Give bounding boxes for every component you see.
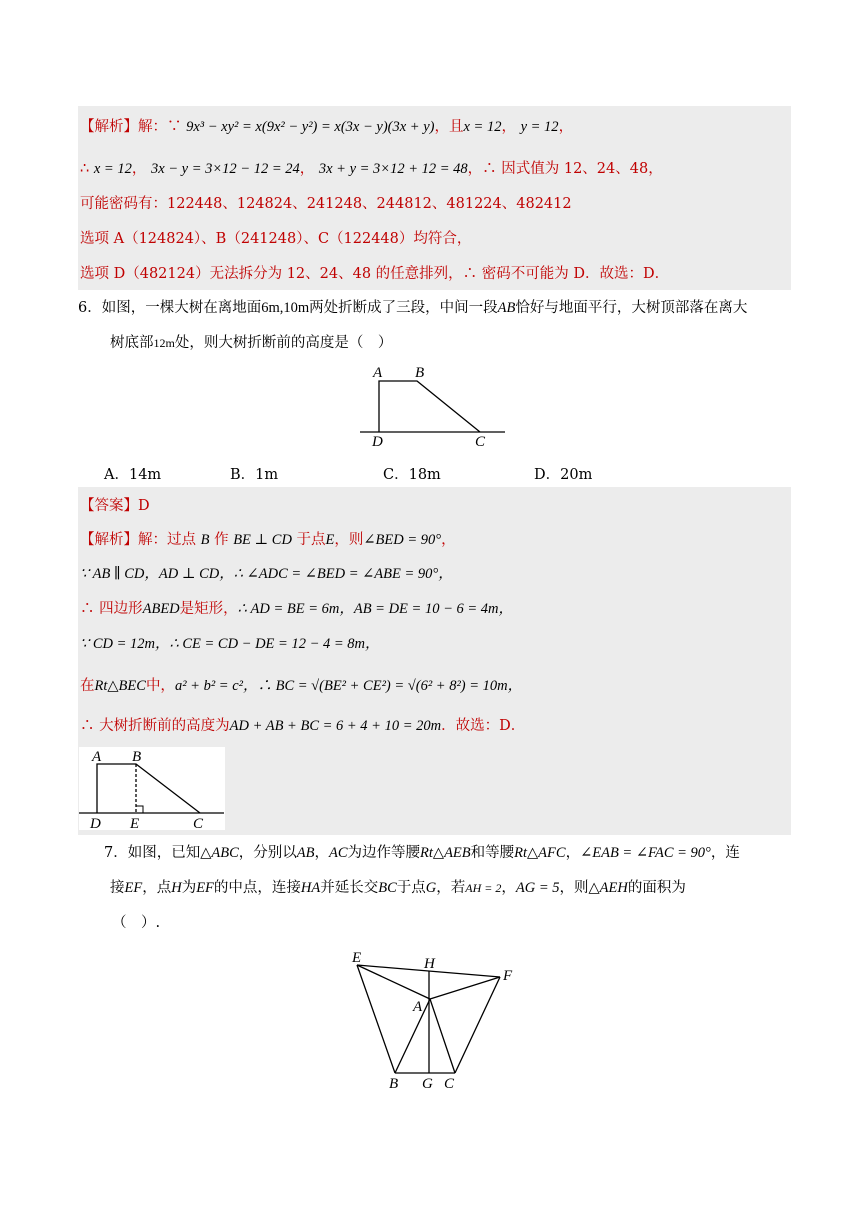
q7-fig-label-g: G bbox=[422, 1076, 433, 1092]
q7-geometry-figure bbox=[345, 945, 525, 1095]
q6-answer: 【答案】D bbox=[80, 498, 150, 514]
q6-fig-label-b: B bbox=[415, 365, 425, 381]
q7-fig-label-b: B bbox=[389, 1076, 399, 1092]
q7-fig-label-a: A bbox=[413, 999, 423, 1015]
q6-sol-fig-label-b: B bbox=[132, 749, 142, 765]
q6-fig-label-a: A bbox=[373, 365, 383, 381]
q6-sol-line-2: ∵ AB ∥ CD，AD ⊥ CD，∴ ∠ADC = ∠BED = ∠ABE = 90°， bbox=[80, 566, 453, 582]
q7-stem-line-1: 7．如图，已知△ABC，分别以AB，AC为边作等腰Rt△AEB和等腰Rt△AFC，∠EAB = ∠FAC = 90°，连 bbox=[104, 845, 740, 861]
q7-stem-line-3: （ ）. bbox=[112, 915, 161, 931]
q6-fig-label-c: C bbox=[475, 434, 486, 450]
q6-sol-fig-label-a: A bbox=[92, 749, 102, 765]
q7-fig-label-h: H bbox=[424, 956, 435, 972]
q6-option-b[interactable]: B．1m bbox=[230, 467, 279, 483]
q5-line-5: 选项 D（482124）无法拆分为 12、24、48 的任意排列，∴ 密码不可能为 D．故选：D． bbox=[80, 266, 670, 282]
q6-stem-line-2: 树底部12m处，则大树折断前的高度是（ ） bbox=[110, 335, 393, 351]
q5-line-3: 可能密码有：122448、124824、241248、244812、481224、482412 bbox=[80, 196, 572, 212]
q5-line-1: 【解析】解：∵ 9x³ − xy² = x(9x² − y²) = x(3x − y)(3x + y)，且x = 12， y = 12， bbox=[80, 119, 574, 135]
q7-stem-line-2: 接EF，点H为EF的中点，连接HA并延长交BC于点G，若AH = 2，AG = 5，则△AEH的面积为 bbox=[110, 880, 686, 896]
q6-sol-line-4: ∵ CD = 12m，∴ CE = CD − DE = 12 − 4 = 8m， bbox=[80, 636, 380, 652]
q6-stem-line-1: 6．如图，一棵大树在离地面6m,10m两处折断成了三段，中间一段AB恰好与地面平行，大树顶部落在离大 bbox=[78, 300, 748, 316]
q6-sol-fig-label-d: D bbox=[90, 816, 101, 830]
q6-sol-line-6: ∴ 大树折断前的高度为AD + AB + BC = 6 + 4 + 10 = 20m．故选：D． bbox=[80, 718, 526, 734]
q6-option-a[interactable]: A．14m bbox=[104, 467, 162, 483]
q6-option-c[interactable]: C．18m bbox=[383, 467, 441, 483]
q6-tree-figure bbox=[355, 362, 515, 452]
q6-sol-line-1: 【解析】解：过点 B 作 BE ⊥ CD 于点E，则∠BED = 90°， bbox=[80, 532, 456, 548]
q6-sol-fig-label-e: E bbox=[130, 816, 140, 830]
q7-fig-label-f: F bbox=[503, 968, 513, 984]
q6-solution-figure bbox=[79, 747, 225, 830]
q6-fig-label-d: D bbox=[372, 434, 383, 450]
q6-sol-line-5: 在Rt△BEC中，a² + b² = c²，∴ BC = √(BE² + CE²) = √(6² + 8²) = 10m， bbox=[80, 678, 523, 694]
q7-fig-label-e: E bbox=[352, 950, 362, 966]
q6-option-d[interactable]: D．20m bbox=[534, 467, 593, 483]
q5-line-4: 选项 A（124824）、B（241248）、C（122448）均符合， bbox=[80, 231, 472, 247]
q6-sol-line-3: ∴ 四边形ABED是矩形，∴ AD = BE = 6m，AB = DE = 10 − 6 = 4m， bbox=[80, 601, 513, 617]
q5-line-2: ∴ x = 12， 3x − y = 3×12 − 12 = 24， 3x + y = 3×12 + 12 = 48，∴ 因式值为 12、24、48， bbox=[80, 161, 663, 177]
q6-sol-fig-label-c: C bbox=[193, 816, 204, 830]
q7-fig-label-c: C bbox=[444, 1076, 455, 1092]
